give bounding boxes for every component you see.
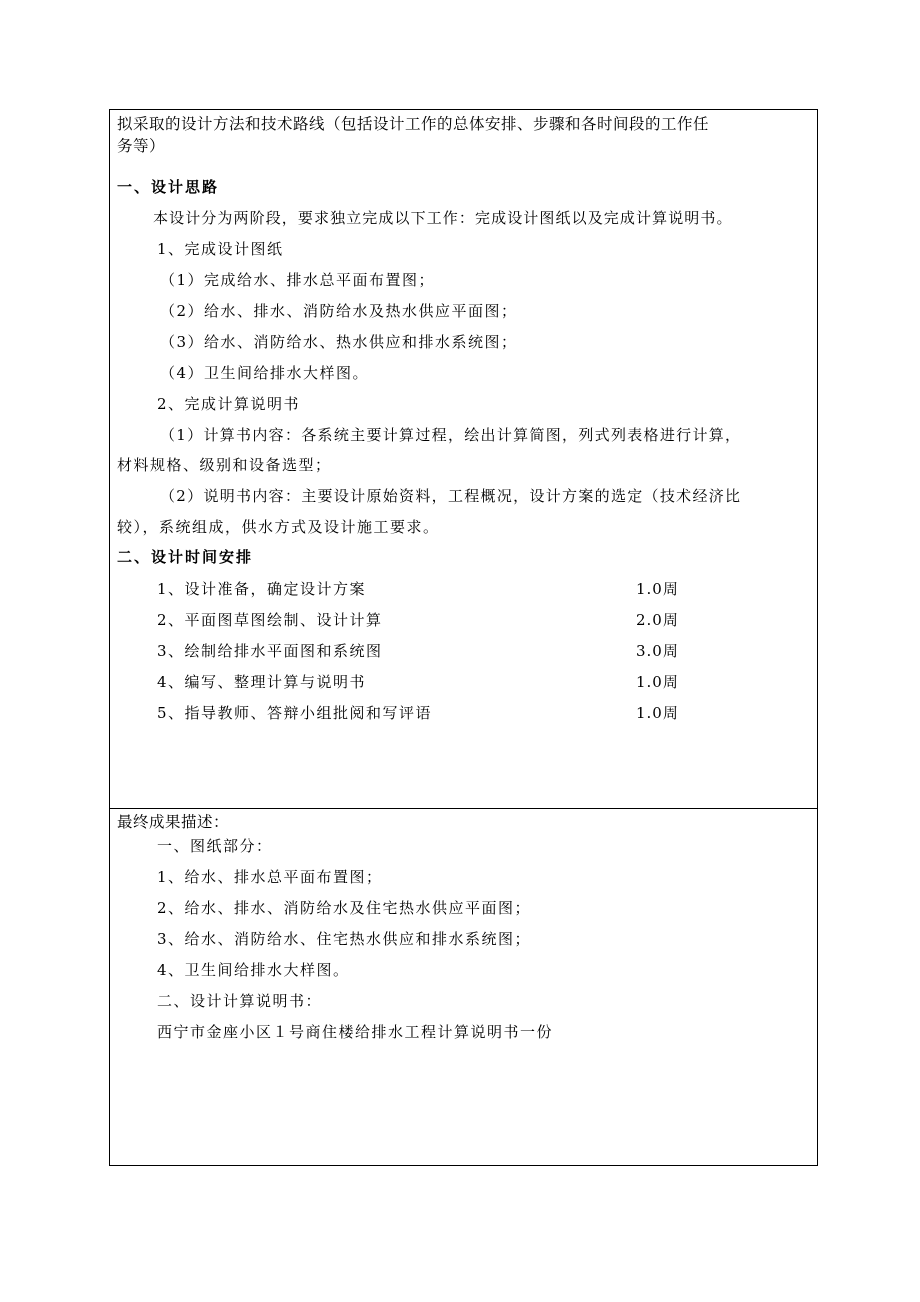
drawing-item-2: （2）给水、排水、消防给水及热水供应平面图； bbox=[160, 302, 518, 320]
calc-book-line2: 材料规格、级别和设备选型； bbox=[117, 456, 332, 474]
calc-book-deliverable: 西宁市金座小区１号商住楼给排水工程计算说明书一份 bbox=[157, 1023, 554, 1041]
schedule-weeks-1: 1.0周 bbox=[636, 580, 679, 598]
final-results-cell bbox=[109, 808, 818, 1166]
section1-header-line2: 务等） bbox=[117, 137, 166, 155]
intro-text: 本设计分为两阶段，要求独立完成以下工作：完成设计图纸以及完成计算说明书。 bbox=[153, 209, 733, 227]
schedule-weeks-2: 2.0周 bbox=[636, 611, 679, 629]
calc-book-line1: （1）计算书内容：各系统主要计算过程，绘出计算简图，列式列表格进行计算， bbox=[160, 426, 742, 444]
result-item-3: 3、给水、消防给水、住宅热水供应和排水系统图； bbox=[157, 930, 532, 948]
spec-book-line1: （2）说明书内容：主要设计原始资料，工程概况，设计方案的选定（技术经济比 bbox=[160, 487, 742, 505]
final-results-header: 最终成果描述： bbox=[117, 813, 230, 831]
schedule-task-3: 3、绘制给排水平面图和系统图 bbox=[157, 642, 383, 660]
schedule-task-1: 1、设计准备，确定设计方案 bbox=[157, 580, 367, 598]
spec-book-line2: 较），系统组成，供水方式及设计施工要求。 bbox=[117, 518, 440, 536]
subheading-drawings: 1、完成设计图纸 bbox=[157, 240, 284, 258]
subheading-calc-book: 2、完成计算说明书 bbox=[157, 395, 301, 413]
schedule-weeks-3: 3.0周 bbox=[636, 642, 679, 660]
schedule-task-4: 4、编写、整理计算与说明书 bbox=[157, 673, 367, 691]
result-item-1: 1、给水、排水总平面布置图； bbox=[157, 868, 383, 886]
drawings-part-heading: 一、图纸部分： bbox=[157, 837, 273, 855]
drawing-item-3: （3）给水、消防给水、热水供应和排水系统图； bbox=[160, 333, 518, 351]
schedule-weeks-5: 1.0周 bbox=[636, 704, 679, 722]
drawing-item-1: （1）完成给水、排水总平面布置图； bbox=[160, 271, 436, 289]
heading-design-ideas: 一、设计思路 bbox=[117, 178, 220, 196]
schedule-task-5: 5、指导教师、答辩小组批阅和写评语 bbox=[157, 704, 433, 722]
result-item-4: 4、卫生间给排水大样图。 bbox=[157, 961, 350, 979]
section1-header-line1: 拟采取的设计方法和技术路线（包括设计工作的总体安排、步骤和各时间段的工作任 bbox=[117, 115, 710, 133]
calc-book-part-heading: 二、设计计算说明书： bbox=[157, 992, 323, 1010]
result-item-2: 2、给水、排水、消防给水及住宅热水供应平面图； bbox=[157, 899, 532, 917]
drawing-item-4: （4）卫生间给排水大样图。 bbox=[160, 364, 370, 382]
heading-schedule: 二、设计时间安排 bbox=[117, 548, 254, 566]
schedule-task-2: 2、平面图草图绘制、设计计算 bbox=[157, 611, 383, 629]
schedule-weeks-4: 1.0周 bbox=[636, 673, 679, 691]
